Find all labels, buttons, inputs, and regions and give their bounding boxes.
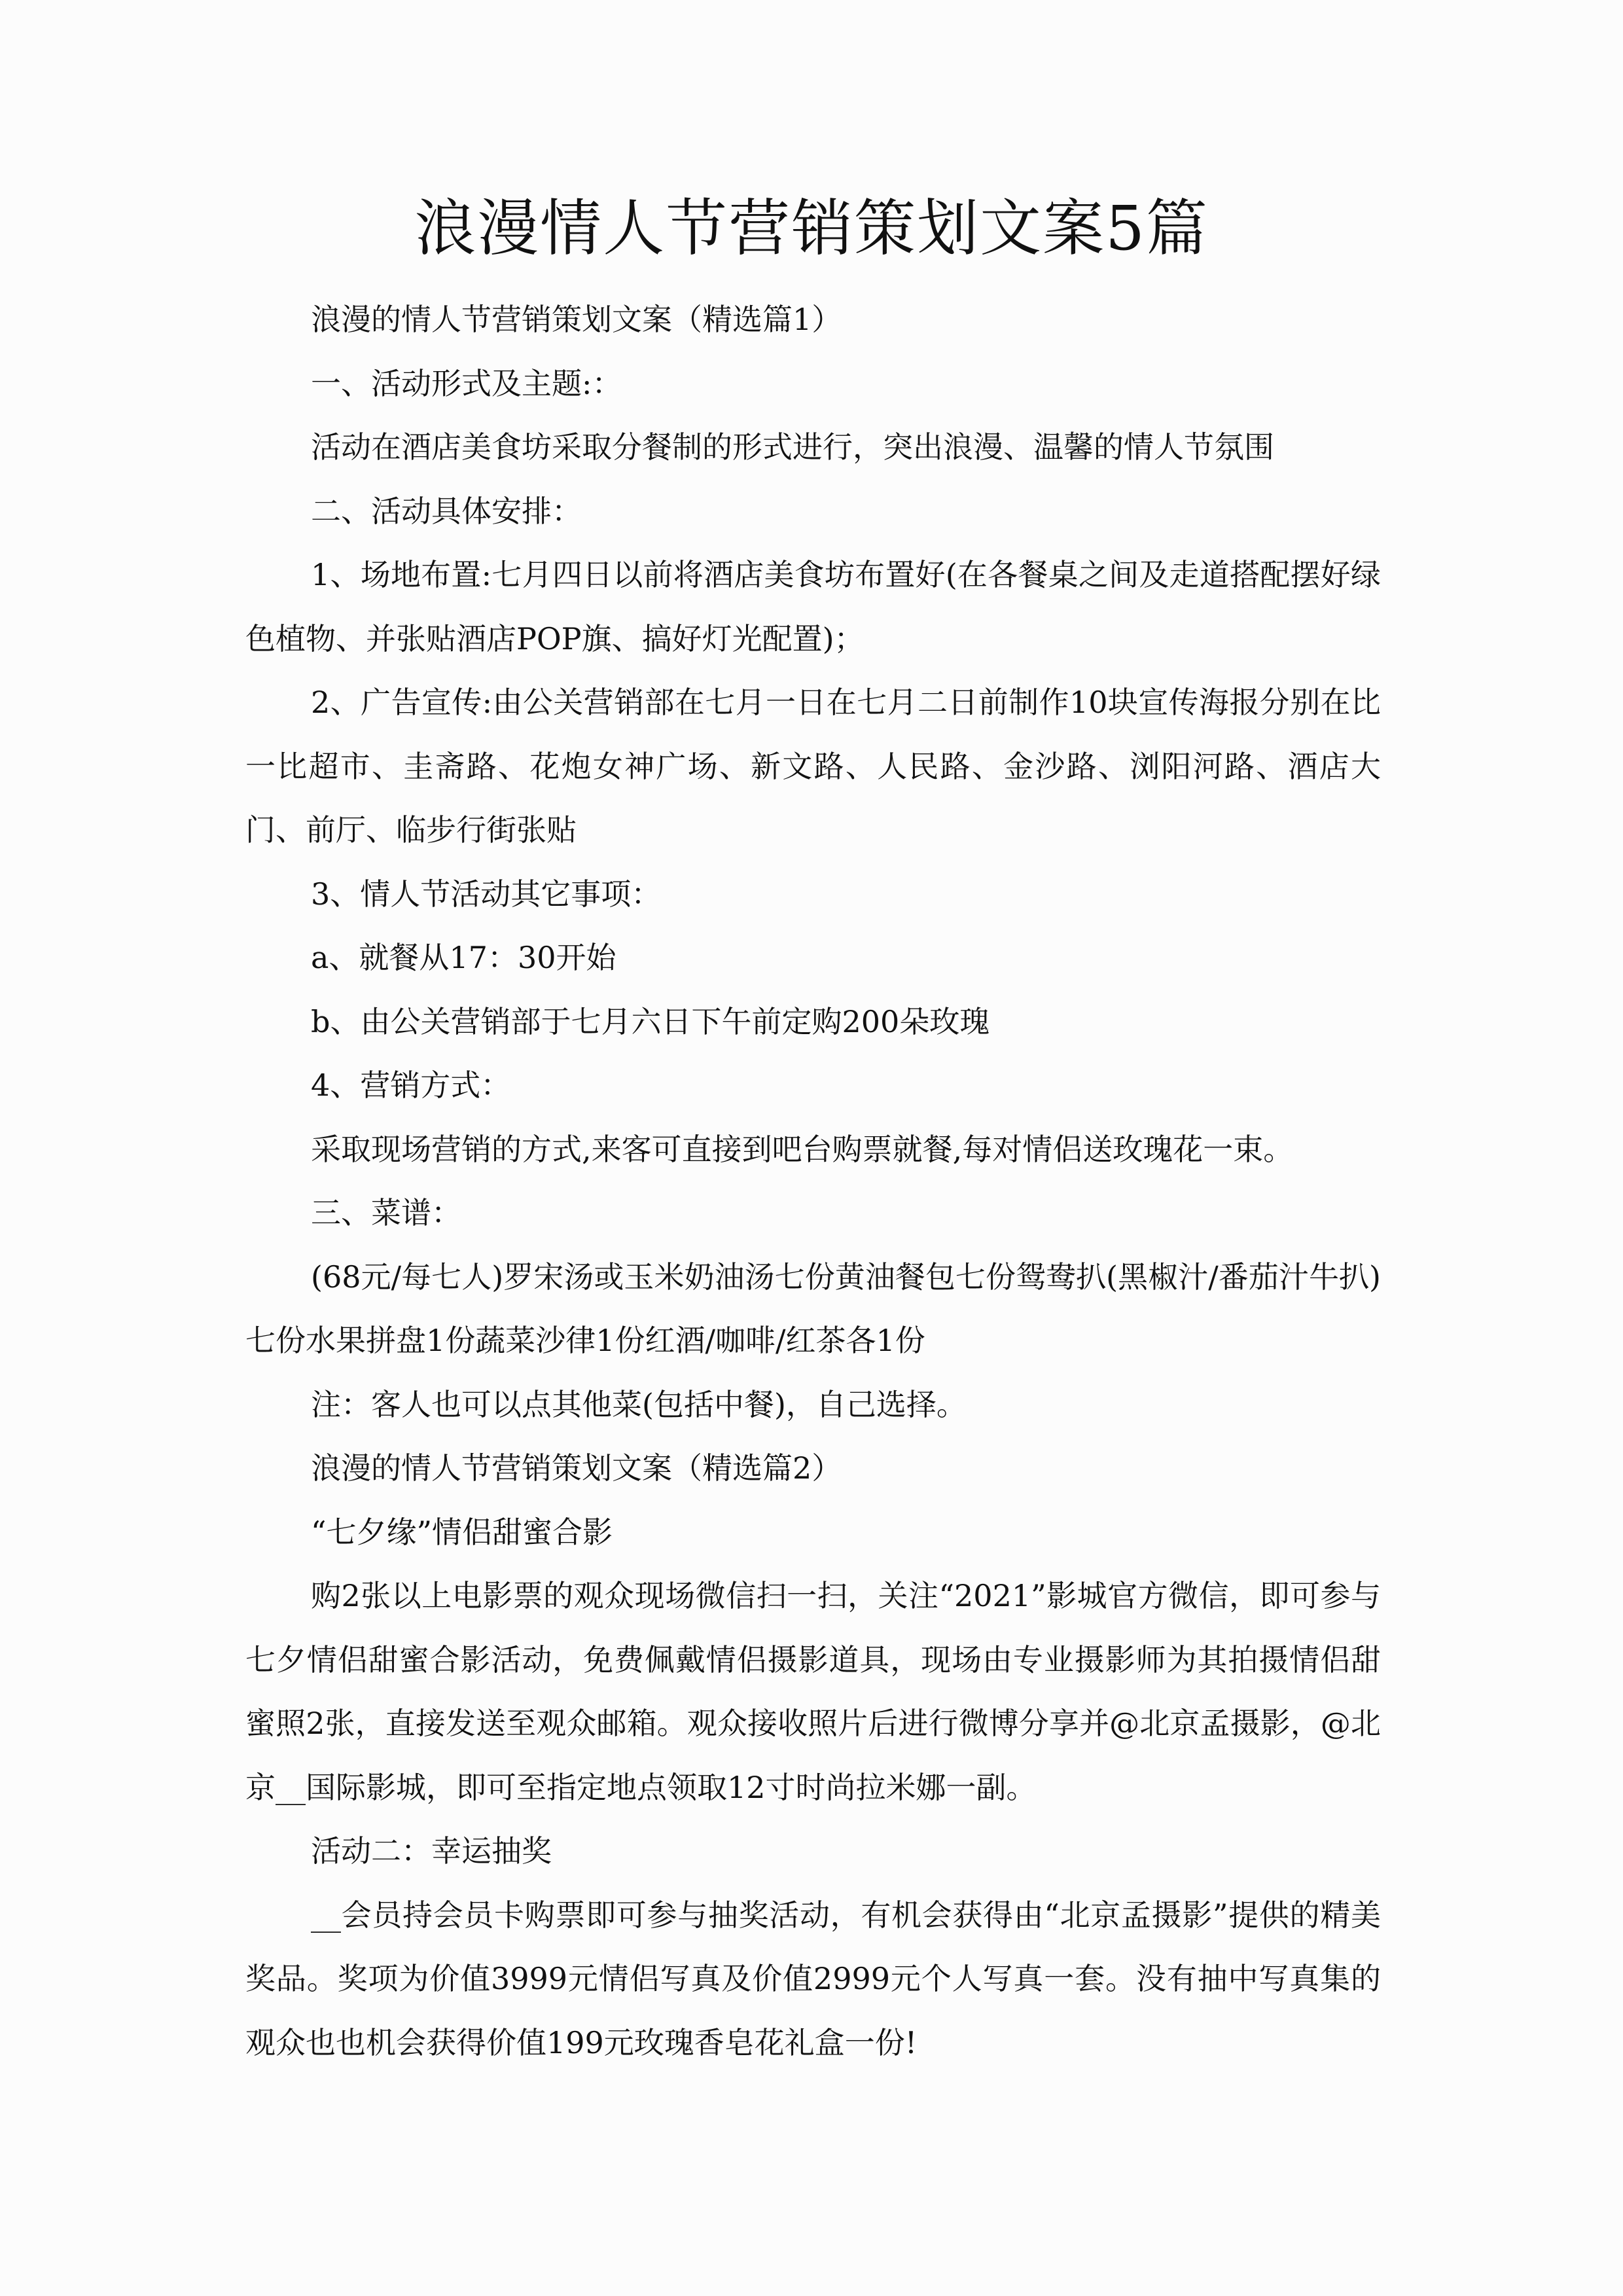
paragraph: 1、场地布置:七月四日以前将酒店美食坊布置好(在各餐桌之间及走道搭配摆好绿色植物、并张贴酒店POP旗、搞好灯光配置)； (245, 557, 1381, 656)
paragraph: a、就餐从17：30开始 (311, 940, 616, 975)
paragraph: 一、活动形式及主题:： (311, 365, 622, 401)
paragraph: 2、广告宣传:由公关营销部在七月一日在七月二日前制作10块宣传海报分别在比一比超市、圭斋路、花炮女神广场、新文路、人民路、金沙路、浏阳河路、酒店大门、前厅、临步行街张贴 (245, 685, 1381, 848)
section-heading-1: 浪漫的情人节营销策划文案（精选篇1） (311, 302, 842, 337)
paragraph: 三、菜谱： (311, 1195, 461, 1230)
paragraph: 3、情人节活动其它事项： (311, 876, 662, 912)
paragraph: b、由公关营销部于七月六日下午前定购200朵玫瑰 (311, 1003, 990, 1039)
paragraph: 二、活动具体安排： (311, 493, 582, 529)
paragraph: 采取现场营销的方式,来客可直接到吧台购票就餐,每对情侣送玫瑰花一束。 (311, 1131, 1294, 1167)
paragraph: “七夕缘”情侣甜蜜合影 (311, 1514, 613, 1550)
section-heading-2: 浪漫的情人节营销策划文案（精选篇2） (311, 1450, 842, 1486)
paragraph: 4、营销方式： (311, 1067, 511, 1103)
paragraph: __会员持会员卡购票即可参与抽奖活动，有机会获得由“北京孟摄影”提供的精美奖品。奖项为价值3999元情侣写真及价值2999元个人写真一套。没有抽中写真集的观众也也机会获得价值199元玫瑰香皂花礼盒一份! (245, 1897, 1381, 2060)
paragraph: 注：客人也可以点其他菜(包括中餐)，自己选择。 (311, 1386, 967, 1422)
document-title: 浪漫情人节营销策划文案5篇 (414, 193, 1209, 264)
document-body (245, 288, 1381, 2075)
paragraph: 购2张以上电影票的观众现场微信扫一扫，关注“2021”影城官方微信，即可参与七夕情侣甜蜜合影活动，免费佩戴情侣摄影道具，现场由专业摄影师为其拍摄情侣甜蜜照2张，直接发送至观众邮箱。观众接收照片后进行微博分享并@北京孟摄影，@北京__国际影城，即可至指定地点领取12寸时尚拉米娜一副。 (245, 1578, 1381, 1805)
paragraph: 活动二：幸运抽奖 (311, 1833, 552, 1869)
paragraph: (68元/每七人)罗宋汤或玉米奶油汤七份黄油餐包七份鸳鸯扒(黑椒汁/番茄汁牛扒)七份水果拼盘1份蔬菜沙律1份红酒/咖啡/红茶各1份 (245, 1259, 1381, 1358)
paragraph: 活动在酒店美食坊采取分餐制的形式进行，突出浪漫、温馨的情人节氛围 (311, 429, 1274, 465)
